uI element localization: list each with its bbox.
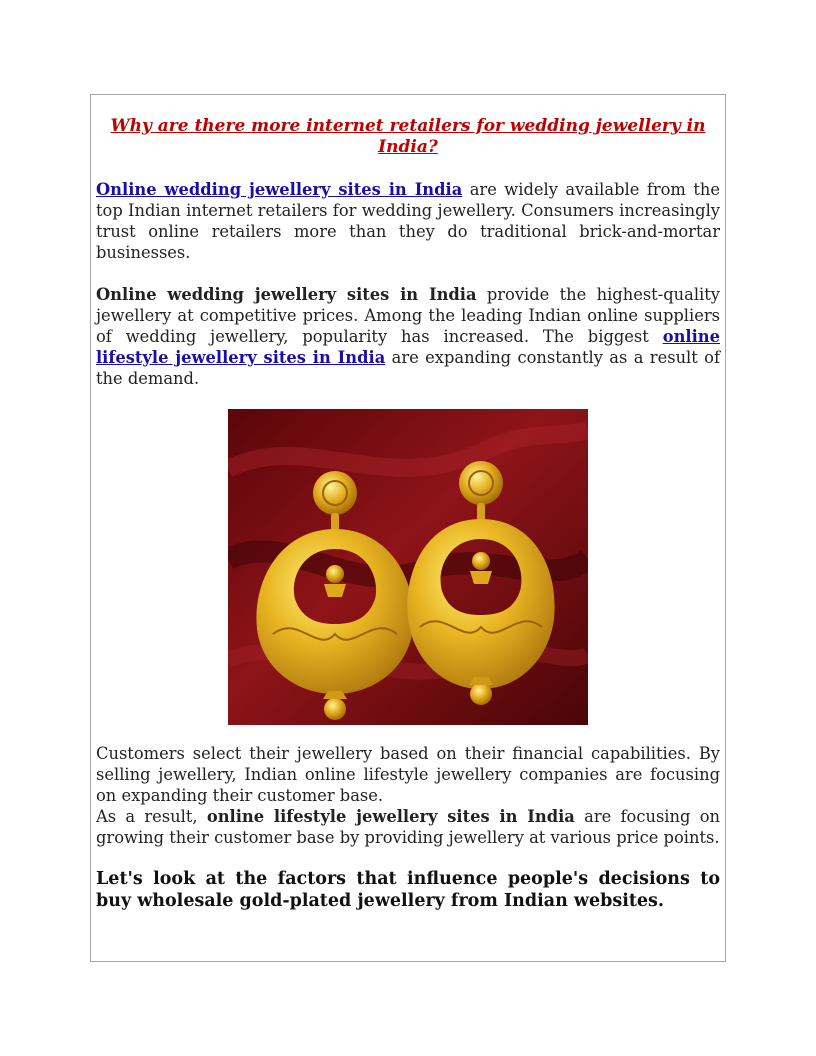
paragraph-4-text-1: As a result,: [96, 807, 207, 826]
page-title: Why are there more internet retailers for wedding jewellery in India?: [110, 116, 706, 157]
paragraph-4: [96, 806, 720, 848]
paragraph-2-text-2: are expanding constantly as a result of the demand.: [96, 348, 721, 388]
paragraph-2-text-1: provide the highest-quality jewellery at competitive prices. Among the leading Indian online suppliers of wedding jewellery, popularity has increased. The biggest: [96, 285, 720, 346]
paragraph-2-bold: Online wedding jewellery sites in India: [96, 285, 477, 304]
paragraph-4-text-2: are focusing on growing their customer base by providing jewellery at various price points.: [96, 807, 720, 847]
paragraph-1-text: are widely available from the top Indian internet retailers for wedding jewellery. Consumers increasingly trust online retailers more than they do traditional brick-and-mortar businesses.: [96, 180, 720, 262]
online-wedding-jewellery-link[interactable]: Online wedding jewellery sites in India: [96, 180, 463, 199]
closing-statement: Let's look at the factors that influence people's decisions to buy wholesale gold-plated jewellery from Indian websites.: [96, 869, 720, 911]
document-body: [96, 116, 720, 912]
paragraph-4-bold: online lifestyle jewellery sites in India: [206, 807, 575, 826]
paragraph-1: [96, 179, 720, 263]
earrings-image: [228, 409, 588, 725]
paragraph-2: [96, 284, 720, 389]
paragraph-3: Customers select their jewellery based on their financial capabilities. By selling jewellery, Indian online lifestyle jewellery companies are focusing on expanding their customer base.: [96, 744, 720, 805]
online-lifestyle-jewellery-link[interactable]: online lifestyle jewellery sites in India: [96, 327, 720, 367]
